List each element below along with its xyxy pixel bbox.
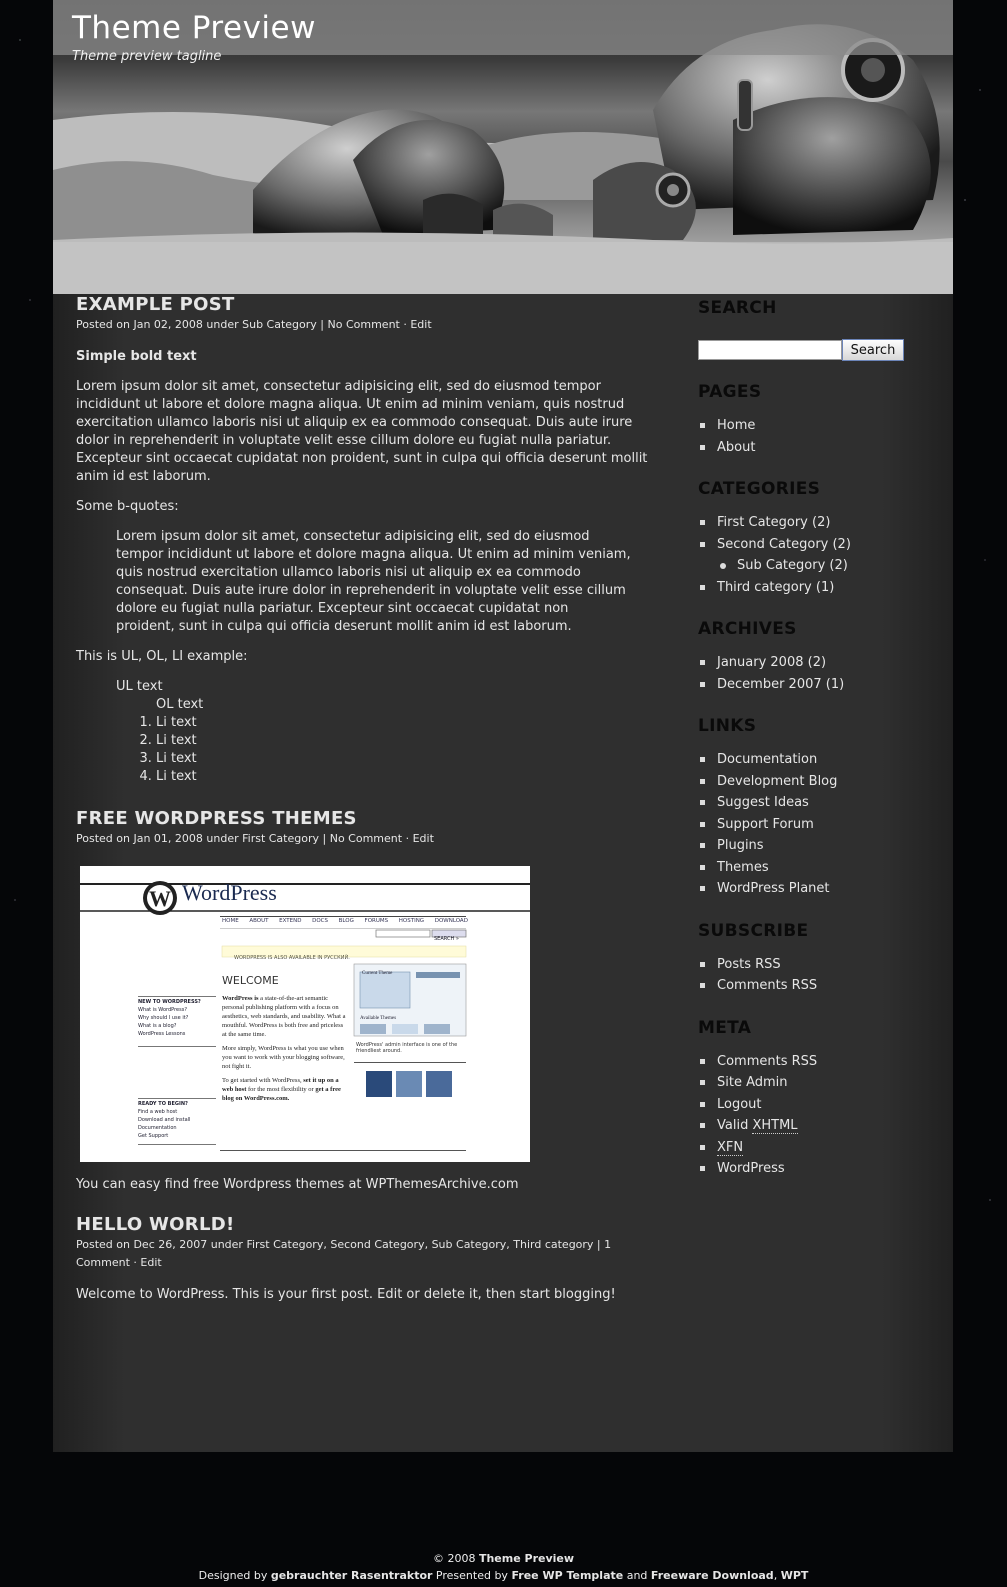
ol-list	[156, 696, 661, 786]
screenshot-link: WordPress Lessons	[138, 1031, 186, 1037]
category-link[interactable]: Third category	[513, 1238, 594, 1251]
page-link[interactable]: About	[717, 439, 756, 455]
li-item: 1. Li text	[156, 714, 661, 732]
widget-title-pages: PAGES	[698, 382, 762, 402]
post-meta	[76, 1236, 661, 1272]
archives-list	[698, 652, 928, 695]
paragraph: You can easy find free Wordpress themes at WPThemesArchive.com	[76, 1177, 519, 1192]
screenshot-link: Get Support	[138, 1133, 169, 1139]
post-title-link[interactable]: EXAMPLE POST	[76, 294, 235, 315]
screenshot-body-bold: WordPress is	[222, 995, 259, 1002]
paragraph: Welcome to WordPress. This is your first post. Edit or delete it, then start blogging!	[76, 1287, 616, 1302]
category-link[interactable]: First Category (2)	[717, 515, 831, 530]
meta-item	[698, 1094, 928, 1116]
widget-title-meta: META	[698, 1017, 752, 1038]
paragraph: This is UL, OL, LI example:	[76, 649, 248, 664]
links-list	[698, 749, 928, 900]
categories-list	[698, 512, 928, 598]
footer-template-link[interactable]: Free WP Template	[511, 1569, 624, 1582]
wordpress-screenshot-image	[80, 866, 530, 1162]
footer-copyright	[0, 1550, 1007, 1567]
screenshot-nav-item: HOSTING	[398, 918, 425, 924]
screenshot-nav-item: HOME	[222, 918, 239, 924]
archive-item	[698, 652, 928, 674]
screenshot-body	[222, 994, 348, 1103]
bold-text: Simple bold text	[76, 349, 197, 364]
separator: ·	[399, 318, 411, 331]
screenshot-link: Download and install	[138, 1117, 191, 1123]
screenshot-heading: NEW TO WORDPRESS?	[138, 999, 201, 1005]
page-item-about	[698, 437, 928, 459]
footer-designer-link[interactable]: gebrauchter Rasentraktor	[270, 1569, 433, 1582]
category-link[interactable]: First Category	[242, 832, 320, 845]
paragraph: Some b-quotes:	[76, 499, 179, 514]
widget-title-links: LINKS	[698, 716, 757, 736]
comments-link[interactable]: No Comment	[329, 832, 403, 845]
page-link[interactable]: Home	[717, 418, 756, 433]
screenshot-link: Find a web host	[138, 1109, 178, 1115]
link-item	[698, 878, 928, 900]
separator: |	[319, 832, 330, 845]
comments-link[interactable]: 1 Comment	[76, 1238, 612, 1269]
category-link[interactable]: Second Category	[330, 1238, 425, 1251]
screenshot-nav-item: DOWNLOAD	[434, 918, 468, 924]
screenshot-link: What is WordPress?	[138, 1007, 187, 1013]
screenshot-welcome: WELCOME	[222, 974, 279, 987]
archive-item	[698, 674, 928, 696]
subscribe-list	[698, 954, 928, 997]
rss-link[interactable]: Comments RSS	[717, 978, 818, 993]
blogroll-link[interactable]: WordPress Planet	[717, 881, 830, 896]
edit-link[interactable]: Edit	[140, 1256, 162, 1269]
subscribe-item	[698, 975, 928, 997]
archive-link[interactable]: January 2008 (2)	[717, 655, 827, 670]
footer-wpt-link[interactable]: WPT	[780, 1569, 809, 1582]
widget-title-categories: CATEGORIES	[698, 479, 821, 499]
meta-link[interactable]	[717, 1118, 798, 1134]
category-link[interactable]: Sub Category	[242, 318, 317, 331]
separator: ,	[506, 1238, 514, 1251]
link-item	[698, 792, 928, 814]
meta-item	[698, 1158, 928, 1180]
category-item	[698, 534, 928, 556]
screenshot-nav	[222, 912, 468, 930]
post	[76, 1214, 661, 1304]
pages-list	[698, 415, 928, 458]
meta-link[interactable]: WordPress	[717, 1161, 785, 1176]
li-item: 3. Li text	[156, 750, 661, 768]
blogroll-link[interactable]: Development Blog	[717, 773, 838, 789]
rss-link[interactable]: Posts RSS	[717, 956, 781, 972]
page-wrapper	[53, 0, 953, 1452]
category-link[interactable]: Sub Category	[431, 1238, 507, 1251]
separator: ,	[323, 1238, 331, 1251]
screenshot-caption: WordPress' admin interface is one of the friendliest around.	[356, 1042, 458, 1054]
screenshot-search-button: SEARCH »	[434, 936, 459, 942]
screenshot-body-text: More simply, WordPress is what you use when you want to work with your blogging software, not fight it.	[222, 1045, 345, 1070]
screenshot-link: Why should I use it?	[138, 1015, 189, 1021]
screenshot-heading: READY TO BEGIN?	[138, 1101, 188, 1107]
separator: ·	[402, 832, 413, 845]
svg-text:W: W	[149, 886, 171, 911]
edit-link[interactable]: Edit	[410, 318, 432, 331]
screenshot-nav-item: EXTEND	[279, 918, 302, 924]
blogroll-link[interactable]: Themes	[717, 859, 769, 875]
screenshot-body-text: To get started with WordPress,	[222, 1077, 304, 1084]
header-banner	[53, 0, 953, 294]
post-title-link[interactable]: HELLO WORLD!	[76, 1214, 235, 1235]
category-item	[698, 577, 928, 599]
footer-freeware-link[interactable]: Freeware Download	[650, 1569, 774, 1582]
ul-list	[116, 678, 661, 786]
footer-credits	[0, 1567, 1007, 1584]
screenshot-logo: WordPress	[182, 880, 277, 905]
ol-item: OL text	[156, 697, 204, 712]
separator: |	[316, 318, 328, 331]
footer-site-link[interactable]: Theme Preview	[478, 1552, 575, 1565]
category-link[interactable]: Second Category (2)	[717, 536, 851, 552]
meta-abbr: XHTML	[752, 1118, 798, 1133]
screenshot-body-link: set it up on a web host	[222, 1077, 339, 1093]
subcategory-item	[698, 555, 928, 577]
meta-list	[698, 1051, 928, 1180]
separator: ,	[424, 1238, 432, 1251]
meta-link[interactable]: XFN	[717, 1139, 744, 1155]
search-button[interactable]: Search	[842, 339, 904, 361]
screenshot-notice: WORDPRESS IS ALSO AVAILABLE IN РУССКИЙ.	[234, 955, 350, 961]
meta-item	[698, 1072, 928, 1094]
separator: |	[593, 1238, 605, 1251]
search-input[interactable]	[698, 340, 842, 360]
widget-title-search: SEARCH	[698, 298, 777, 318]
sidebar	[698, 297, 928, 1180]
link-item	[698, 771, 928, 793]
footer-text: Presented by	[432, 1569, 512, 1582]
screenshot-current-theme: Current Theme	[362, 971, 393, 976]
screenshot-nav-item: BLOG	[338, 918, 354, 924]
li-item: 4. Li text	[156, 768, 661, 786]
blogroll-link[interactable]: Plugins	[717, 838, 764, 853]
screenshot-nav-item: FORUMS	[364, 918, 389, 924]
link-item	[698, 814, 928, 836]
post-date: Posted on Dec 26, 2007 under	[76, 1238, 247, 1251]
screenshot-body-text: a state-of-the-art semantic personal publishing platform with a focus on aesthetics, web standards, and usability. What a mouthful. WordPress is both free and priceless at the same time.	[222, 995, 346, 1038]
main-content	[76, 294, 661, 1304]
site-title[interactable]: Theme Preview	[72, 10, 316, 46]
header-bottom-band	[53, 242, 953, 294]
widget-title-archives: ARCHIVES	[698, 619, 797, 639]
post-title-link[interactable]: FREE WORDPRESS THEMES	[76, 808, 357, 829]
link-item	[698, 835, 928, 857]
category-item	[698, 512, 928, 534]
blockquote: Lorem ipsum dolor sit amet, consectetur adipisicing elit, sed do eiusmod tempor incididunt ut labore et dolore magna aliqua. Ut enim ad minim veniam, quis nostrud exercitation ullamco laboris nisi ut aliquip ex ea commodo consequat. Duis aute irure dolor in reprehenderit in voluptate velit esse cillum dolore eu fugiat nulla pariatur. Excepteur sint occaecat cupidatat non proident, sunt in culpa qui officia deserunt mollit anim id est laborum.	[116, 529, 631, 634]
meta-link[interactable]: Logout	[717, 1096, 762, 1112]
li-item: 2. Li text	[156, 732, 661, 750]
screenshot-body-link: get a free blog on WordPress.com.	[222, 1086, 341, 1102]
post	[76, 808, 661, 1194]
subscribe-item	[698, 954, 928, 976]
blogroll-link[interactable]: Suggest Ideas	[717, 795, 809, 810]
screenshot-nav-item: DOCS	[312, 918, 329, 924]
footer-text: Designed by	[198, 1569, 271, 1582]
blogroll-link[interactable]: Documentation	[717, 752, 818, 767]
category-link[interactable]: Third category (1)	[717, 579, 835, 595]
meta-item	[698, 1137, 928, 1159]
widget-title-subscribe: SUBSCRIBE	[698, 920, 809, 941]
page-item-home	[698, 415, 928, 437]
screenshot-link: Documentation	[138, 1125, 177, 1131]
meta-link[interactable]: Site Admin	[717, 1075, 788, 1090]
search-form	[698, 339, 928, 361]
post-date: Posted on Jan 02, 2008 under	[76, 318, 243, 331]
meta-link[interactable]: Comments RSS	[717, 1053, 818, 1069]
meta-item	[698, 1115, 928, 1137]
screenshot-sidebar-new	[138, 998, 218, 1038]
post-date: Posted on Jan 01, 2008 under	[76, 832, 243, 845]
footer	[0, 1550, 1007, 1584]
ul-item: UL text	[116, 679, 163, 694]
link-item	[698, 857, 928, 879]
link-item	[698, 749, 928, 771]
screenshot-available-themes: Available Themes	[360, 1016, 397, 1021]
post-meta	[76, 316, 661, 334]
category-link[interactable]: First Category	[246, 1238, 324, 1251]
screenshot-link: What is a blog?	[138, 1023, 177, 1029]
footer-copy-text: © 2008	[432, 1552, 479, 1565]
meta-item	[698, 1051, 928, 1073]
screenshot-nav-item: ABOUT	[249, 918, 269, 924]
separator: ·	[129, 1256, 141, 1269]
footer-text: and	[623, 1569, 651, 1582]
post-meta	[76, 830, 661, 848]
paragraph: Lorem ipsum dolor sit amet, consectetur adipisicing elit, sed do eiusmod tempor incididunt ut labore et dolore magna aliqua. Ut enim ad minim veniam, quis nostrud exercitation ullamco laboris nisi ut aliquip ex ea commodo consequat. Duis aute irure dolor in reprehenderit in voluptate velit esse cillum dolore eu fugiat nulla pariatur. Excepteur sint occaecat cupidatat non proident, sunt in culpa qui officia deserunt mollit anim id est laborum.	[76, 379, 648, 484]
comments-link[interactable]: No Comment	[327, 318, 400, 331]
post	[76, 294, 661, 786]
edit-link[interactable]: Edit	[412, 832, 434, 845]
category-link[interactable]: Sub Category (2)	[737, 558, 848, 573]
screenshot-body-text: for the most flexibility or	[246, 1086, 316, 1093]
blogroll-link[interactable]: Support Forum	[717, 816, 814, 832]
meta-link-text: Valid	[717, 1118, 753, 1133]
archive-link[interactable]: December 2007 (1)	[717, 676, 845, 692]
footer-text: ,	[773, 1569, 781, 1582]
screenshot-sidebar-ready	[138, 1100, 218, 1140]
site-tagline: Theme preview tagline	[72, 49, 222, 64]
